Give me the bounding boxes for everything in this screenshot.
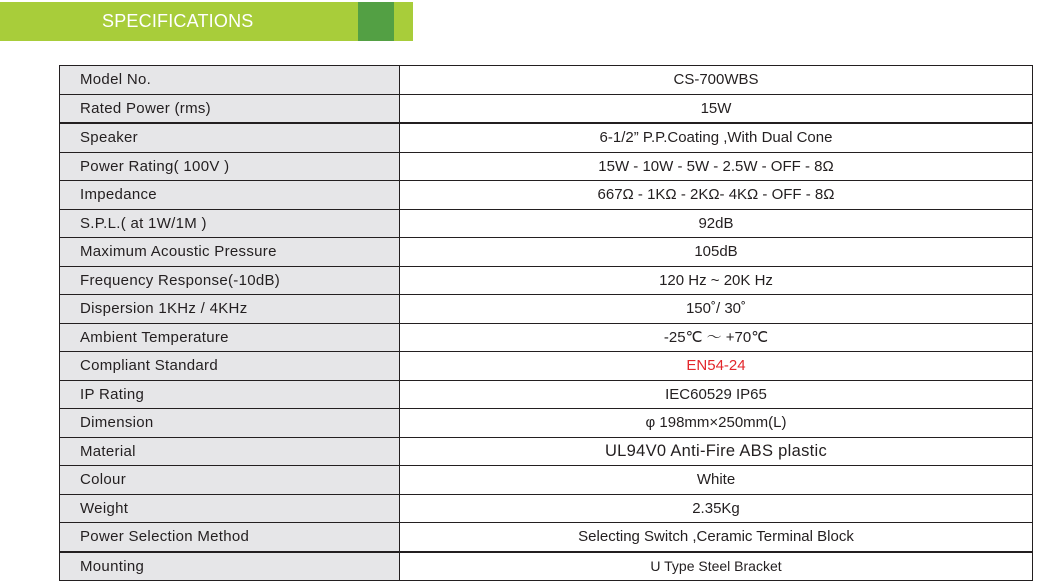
table-row [60,181,1033,210]
table-row [60,552,1033,581]
spec-label-dimension: Dimension [60,409,400,438]
specifications-banner [0,2,413,41]
spec-label-compliant-standard: Compliant Standard [60,352,400,381]
spec-value-impedance: 667Ω - 1KΩ - 2KΩ- 4KΩ - OFF - 8Ω [400,181,1033,210]
spec-label-model: Model No. [60,66,400,95]
spec-value-ambient-temperature: -25℃ ～ +70℃ [400,323,1033,352]
section-title: SPECIFICATIONS [102,11,254,31]
spec-label-mounting: Mounting [60,552,400,581]
spec-label-max-pressure: Maximum Acoustic Pressure [60,238,400,267]
table-row [60,523,1033,552]
spec-label-power-selection: Power Selection Method [60,523,400,552]
table-row [60,238,1033,267]
table-row [60,352,1033,381]
table-row [60,409,1033,438]
spec-label-colour: Colour [60,466,400,495]
table-row [60,437,1033,466]
table-row [60,94,1033,123]
table-row [60,466,1033,495]
table-row [60,323,1033,352]
spec-label-weight: Weight [60,494,400,523]
spec-label-speaker: Speaker [60,123,400,152]
table-row [60,209,1033,238]
specifications-table [59,65,1033,581]
spec-value-colour: White [400,466,1033,495]
spec-value-dimension: φ 198mm×250mm(L) [400,409,1033,438]
spec-value-spl: 92dB [400,209,1033,238]
spec-label-frequency-response: Frequency Response(-10dB) [60,266,400,295]
table-row [60,66,1033,95]
spec-label-rated-power: Rated Power (rms) [60,94,400,123]
spec-value-speaker: 6-1/2” P.P.Coating ,With Dual Cone [400,123,1033,152]
table-row [60,295,1033,324]
spec-label-ambient-temperature: Ambient Temperature [60,323,400,352]
spec-value-frequency-response: 120 Hz ~ 20K Hz [400,266,1033,295]
spec-value-rated-power: 15W [400,94,1033,123]
spec-value-mounting: U Type Steel Bracket [400,552,1033,581]
table-row [60,266,1033,295]
spec-label-dispersion: Dispersion 1KHz / 4KHz [60,295,400,324]
table-row [60,123,1033,152]
banner-accent-block [358,2,394,41]
spec-value-power-rating: 15W - 10W - 5W - 2.5W - OFF - 8Ω [400,152,1033,181]
spec-label-impedance: Impedance [60,181,400,210]
spec-value-model: CS-700WBS [400,66,1033,95]
spec-value-compliant-standard: EN54-24 [400,352,1033,381]
spec-value-material: UL94V0 Anti-Fire ABS plastic [400,437,1033,466]
spec-value-dispersion: 150˚/ 30˚ [400,295,1033,324]
spec-label-material: Material [60,437,400,466]
spec-value-weight: 2.35Kg [400,494,1033,523]
spec-label-ip-rating: IP Rating [60,380,400,409]
table-row [60,152,1033,181]
spec-value-power-selection: Selecting Switch ,Ceramic Terminal Block [400,523,1033,552]
table-row [60,494,1033,523]
spec-label-spl: S.P.L.( at 1W/1M ) [60,209,400,238]
table-row [60,380,1033,409]
spec-label-power-rating: Power Rating( 100V ) [60,152,400,181]
spec-value-ip-rating: IEC60529 IP65 [400,380,1033,409]
spec-value-max-pressure: 105dB [400,238,1033,267]
